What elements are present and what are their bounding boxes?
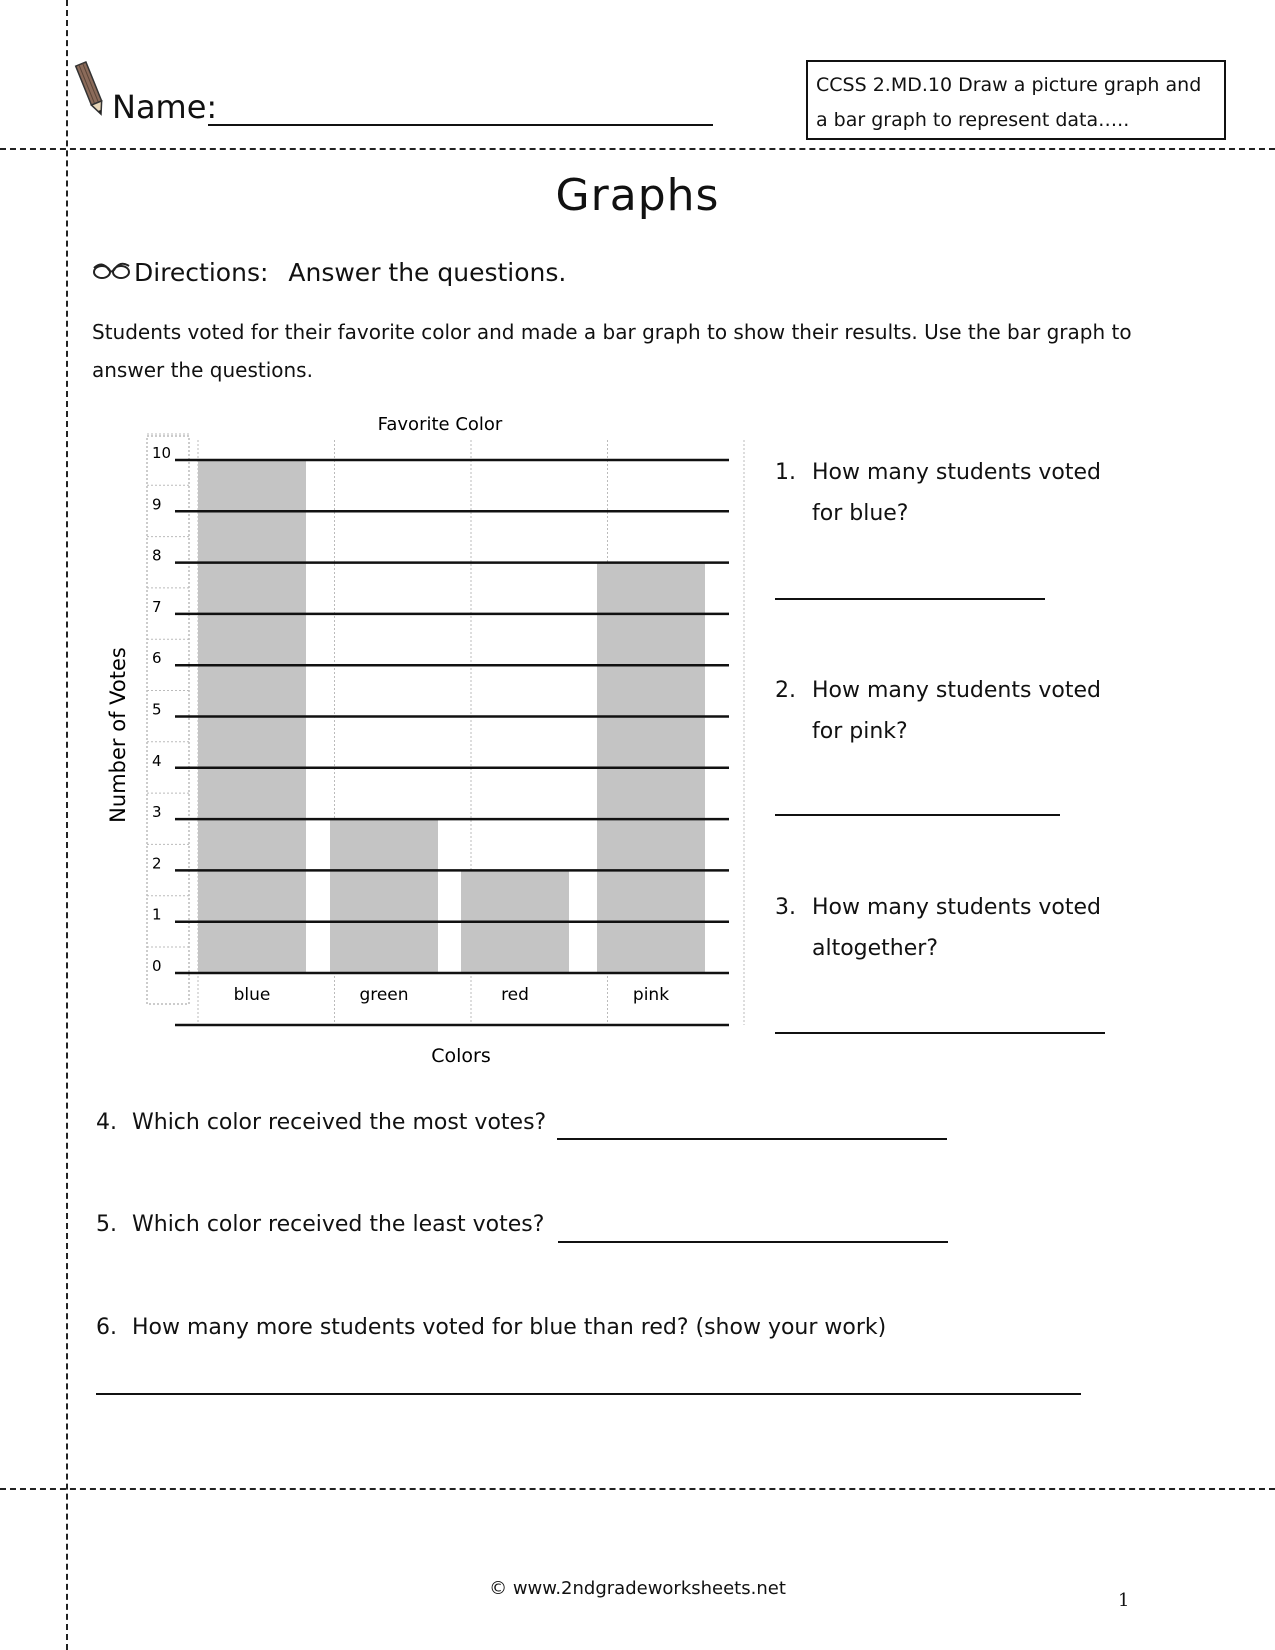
bar-green: [330, 819, 438, 973]
answer-line-3[interactable]: [775, 1032, 1105, 1034]
x-tick-label-blue: blue: [233, 985, 271, 1005]
question-1: [775, 452, 1115, 542]
x-tick-label-red: red: [501, 985, 529, 1005]
chart-title: Favorite Color: [377, 414, 503, 435]
directions-text: Answer the questions.: [288, 258, 567, 287]
footer-dashed-line: [0, 1488, 1275, 1490]
question-text: How many more students voted for blue than red? (show your work): [132, 1315, 887, 1340]
question-5: [96, 1212, 544, 1237]
name-input-line[interactable]: [208, 124, 713, 126]
answer-line-6[interactable]: [96, 1393, 1081, 1395]
y-tick-label: 3: [152, 803, 162, 822]
question-text: How many students voted for pink?: [812, 678, 1102, 744]
question-number: 3.: [775, 895, 796, 920]
answer-line-2[interactable]: [775, 814, 1060, 816]
page-title: Graphs: [555, 170, 720, 221]
y-tick-label: 6: [152, 649, 162, 668]
y-tick-label: 9: [152, 495, 162, 514]
question-number: 4.: [96, 1110, 117, 1135]
question-text: Which color received the most votes?: [132, 1110, 547, 1135]
margin-dashed-line: [66, 0, 68, 1650]
answer-line-1[interactable]: [775, 598, 1045, 600]
question-number: 6.: [96, 1315, 117, 1340]
y-tick-label: 7: [152, 597, 162, 616]
directions: [134, 258, 566, 287]
answer-line-4[interactable]: [557, 1138, 947, 1140]
page-number: 1: [1118, 1590, 1130, 1611]
chart-y-axis-label: Number of Votes: [106, 647, 130, 823]
answer-line-5[interactable]: [558, 1241, 948, 1243]
ccss-line-1: CCSS 2.MD.10 Draw a picture graph and: [816, 74, 1202, 96]
question-text: Which color received the least votes?: [132, 1212, 545, 1237]
header-dashed-line: [0, 148, 1275, 150]
question-3: [775, 887, 1115, 977]
ccss-standard-box: [806, 60, 1226, 140]
x-tick-label-pink: pink: [632, 985, 670, 1005]
chart-x-axis-label: Colors: [431, 1045, 491, 1067]
question-number: 2.: [775, 678, 796, 703]
question-2: [775, 670, 1115, 760]
x-tick-label-green: green: [359, 985, 409, 1005]
question-4: [96, 1110, 546, 1135]
question-6: [96, 1315, 886, 1340]
y-tick-label: 1: [152, 905, 162, 924]
question-text: How many students voted altogether?: [812, 895, 1102, 961]
favorite-color-bar-chart: [95, 400, 775, 1080]
directions-label: Directions:: [134, 258, 269, 287]
question-text: How many students voted for blue?: [812, 460, 1102, 526]
y-tick-label: 0: [152, 957, 162, 975]
question-number: 1.: [775, 460, 796, 485]
y-tick-label: 2: [152, 854, 162, 873]
y-tick-label: 8: [152, 546, 162, 565]
name-label: Name:: [112, 88, 218, 126]
footer-copyright: © www.2ndgradeworksheets.net: [489, 1578, 786, 1599]
y-tick-label: 5: [152, 700, 162, 719]
intro-text: Students voted for their favorite color and made a bar graph to show their results. Use the bar graph to answer the questions.: [92, 320, 1132, 382]
pencil-icon: [74, 56, 108, 120]
question-number: 5.: [96, 1212, 117, 1237]
y-tick-label: 10: [152, 444, 172, 462]
glasses-icon: [92, 258, 132, 282]
ccss-line-2: a bar graph to represent data…..: [816, 109, 1130, 131]
y-tick-label: 4: [152, 751, 162, 770]
